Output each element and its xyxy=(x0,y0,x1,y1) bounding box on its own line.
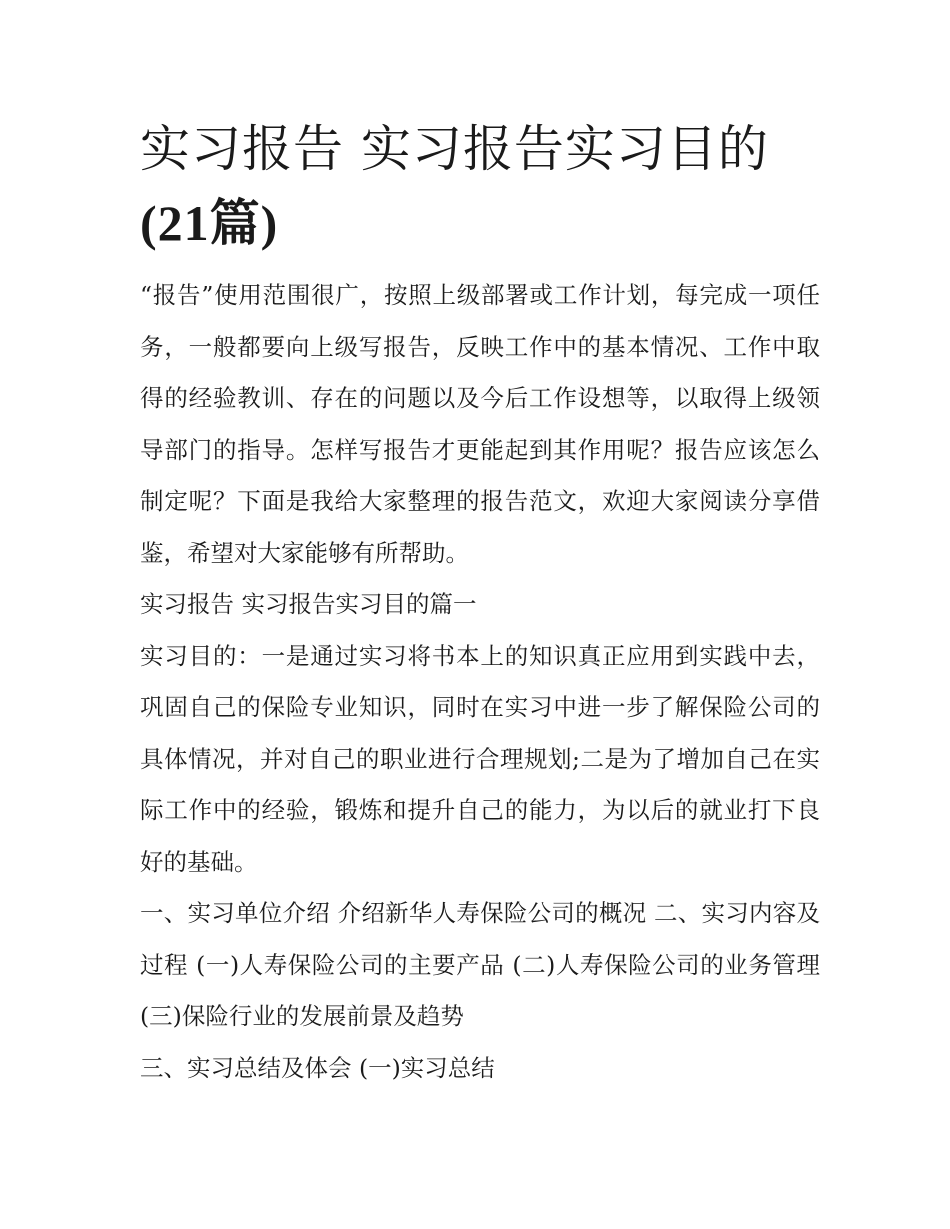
outline-paragraph: 一、实习单位介绍 介绍新华人寿保险公司的概况 二、实习内容及过程 (一)人寿保险公司的主要产品 (二)人寿保险公司的业务管理 (三)保险行业的发展前景及趋势 xyxy=(140,899,820,1030)
title-line-2: (21篇) xyxy=(140,195,279,251)
intro-paragraph: “报告”使用范围很广，按照上级部署或工作计划，每完成一项任务，一般都要向上级写报告，反映工作中的基本情况、工作中取得的经验教训、存在的问题以及今后工作设想等，以取得上级领导部门的指导。怎样写报告才更能起到其作用呢？报告应该怎么制定呢？下面是我给大家整理的报告范文，欢迎大家阅读分享借鉴，希望对大家能够有所帮助。 xyxy=(140,281,820,567)
summary-paragraph: 三、实习总结及体会 (一)实习总结 xyxy=(140,1053,495,1082)
document-body xyxy=(140,270,820,1094)
document-title xyxy=(140,112,820,260)
section-heading: 实习报告 实习报告实习目的篇一 xyxy=(140,590,477,618)
title-line-1: 实习报告 实习报告实习目的 xyxy=(140,120,769,178)
document-page xyxy=(140,112,820,1094)
purpose-paragraph: 实习目的：一是通过实习将书本上的知识真正应用到实践中去，巩固自己的保险专业知识，同时在实习中进一步了解保险公司的具体情况，并对自己的职业进行合理规划;二是为了增加自己在实际工作中的经验，锻炼和提升自己的能力，为以后的就业打下良好的基础。 xyxy=(140,641,820,876)
